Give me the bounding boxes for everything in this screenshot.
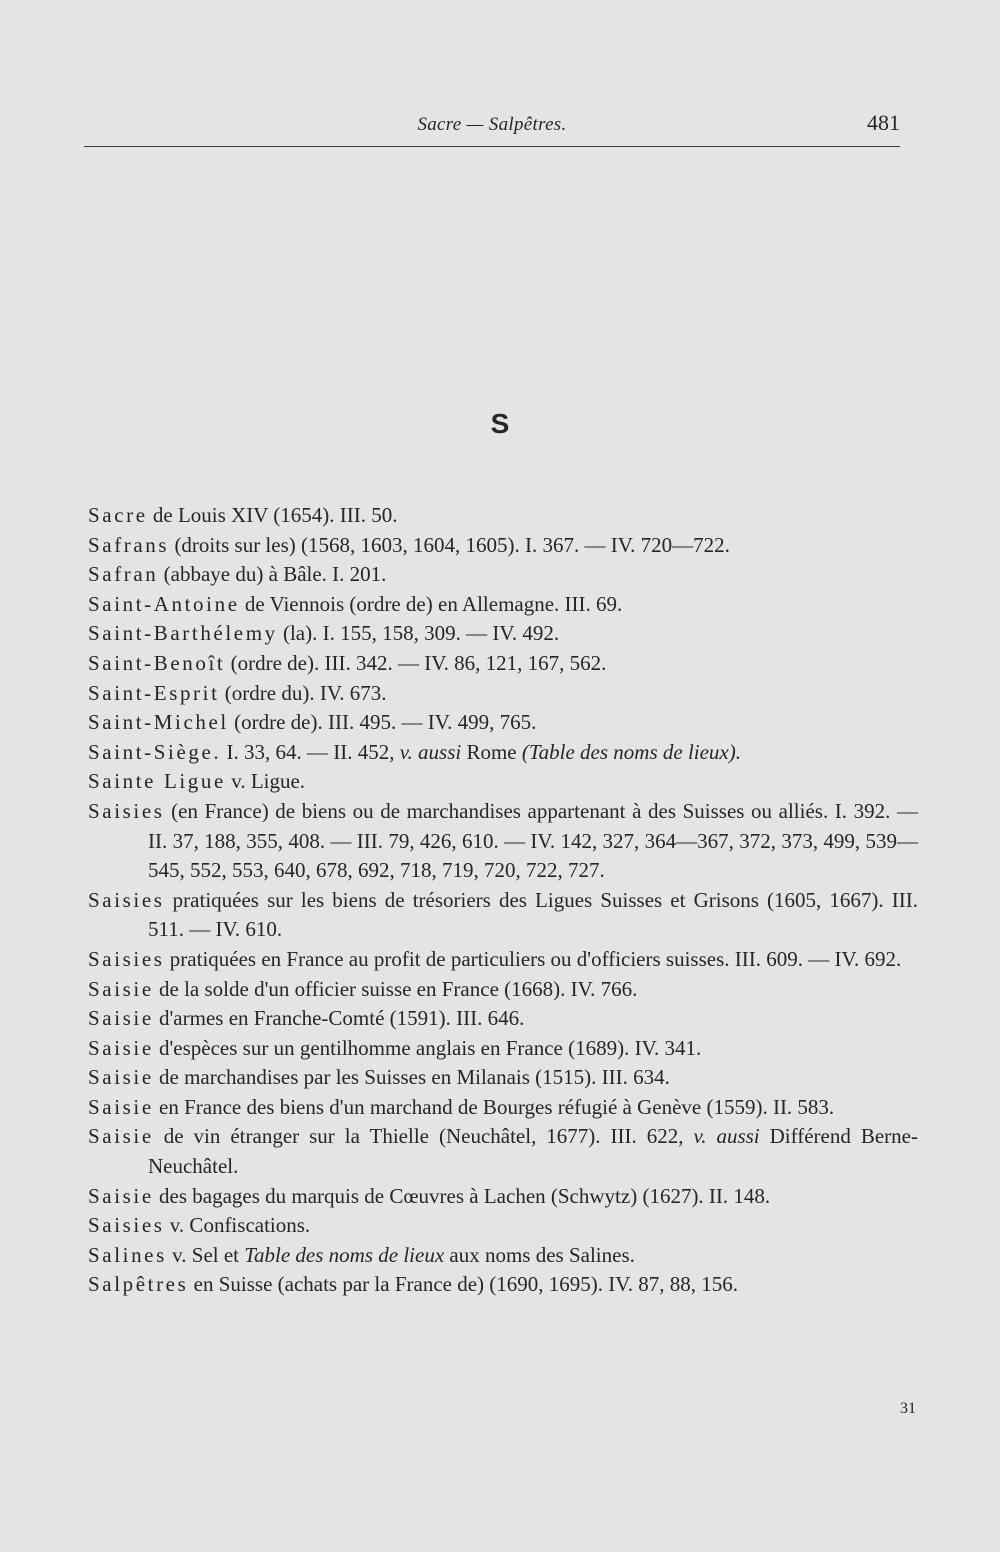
index-entry xyxy=(88,619,918,649)
index-entry-keyword: Saint-Antoine xyxy=(88,591,240,616)
index-entry-keyword: Saisie xyxy=(88,1094,154,1119)
index-entry-text: I. 33, 64. — II. 452, xyxy=(221,739,400,764)
index-entry xyxy=(88,738,918,768)
index-entry-italic: (Table des noms de lieux). xyxy=(521,739,741,764)
index-entry xyxy=(88,1093,918,1123)
index-entry-text: des bagages du marquis de Cœuvres à Lachen (Schwytz) (1627). II. 148. xyxy=(153,1183,771,1208)
index-entry-text: Rome xyxy=(461,739,522,764)
index-entry-text: (ordre de). III. 495. — IV. 499, 765. xyxy=(228,710,537,735)
index-entry-text: de la solde d'un officier suisse en France (1668). IV. 766. xyxy=(153,976,638,1001)
index-entry-keyword: Saisies xyxy=(88,798,165,823)
index-entry-text: en Suisse (achats par la France de) (1690, 1695). IV. 87, 88, 156. xyxy=(188,1272,738,1297)
index-entry xyxy=(88,501,918,531)
index-entry-keyword: Sainte Ligue xyxy=(88,769,226,794)
index-entry-text: de vin étranger sur la Thielle (Neuchâtel, 1677). III. 622, xyxy=(153,1124,694,1149)
index-entry-keyword: Saisie xyxy=(88,976,154,1001)
index-entry-keyword: Saint-Siège. xyxy=(88,739,222,764)
index-entry xyxy=(88,708,918,738)
index-entry-keyword: Saint-Esprit xyxy=(88,680,220,705)
index-entry-keyword: Salpêtres xyxy=(88,1272,189,1297)
index-entry-text: v. Ligue. xyxy=(225,769,306,794)
section-letter: S xyxy=(490,408,510,439)
index-entry-keyword: Saisies xyxy=(88,887,165,912)
index-entry-text: pratiquées sur les biens de trésoriers des Ligues Suisses et Grisons (1605, 1667). III. 511. — IV. 610. xyxy=(148,887,918,942)
index-entry-text: aux noms des Salines. xyxy=(444,1242,635,1267)
index-entry xyxy=(88,560,918,590)
index-entry xyxy=(88,1063,918,1093)
index-entry-text: Différend Berne-Neuchâtel. xyxy=(148,1124,918,1179)
signature-mark: 31 xyxy=(900,1400,916,1417)
index-entry-keyword: Safrans xyxy=(88,532,170,557)
index-entry-text: v. Confiscations. xyxy=(164,1213,311,1238)
index-entry-italic: Table des noms de lieux xyxy=(244,1242,445,1267)
page-number: 481 xyxy=(867,110,900,135)
index-entry-keyword: Sacre xyxy=(88,503,148,527)
index-entry-text: en France des biens d'un marchand de Bourges réfugié à Genève (1559). II. 583. xyxy=(153,1094,835,1119)
index-entry-text: pratiquées en France au profit de particuliers ou d'officiers suisses. III. 609. — IV. 692. xyxy=(164,946,902,971)
index-entry xyxy=(88,767,918,797)
index-entry-text: de marchandises par les Suisses en Milanais (1515). III. 634. xyxy=(153,1065,670,1090)
index-entry-keyword: Saint-Benoît xyxy=(88,650,226,675)
index-entry-italic: v. aussi xyxy=(399,739,462,764)
index-entry xyxy=(88,649,918,679)
index-entry xyxy=(88,1241,918,1271)
index-entry-keyword: Saint-Michel xyxy=(88,710,229,735)
index-entry-text: (droits sur les) (1568, 1603, 1604, 1605). I. 367. — IV. 720—722. xyxy=(169,532,730,557)
index-entry-text: de Louis XIV (1654). III. 50. xyxy=(147,503,398,527)
index-entry-keyword: Saisie xyxy=(88,1183,154,1208)
index-entry xyxy=(88,590,918,620)
index-entry xyxy=(88,1270,918,1300)
index-entry xyxy=(88,975,918,1005)
index-entry xyxy=(88,531,918,561)
index-entry-text: (abbaye du) à Bâle. I. 201. xyxy=(158,562,387,587)
index-entry xyxy=(88,679,918,709)
index-entry xyxy=(88,797,918,886)
index-entry-keyword: Saisie xyxy=(88,1124,154,1149)
index-entry xyxy=(88,1004,918,1034)
index-entry-keyword: Safran xyxy=(88,562,159,587)
index-entry xyxy=(88,1034,918,1064)
index-entry-keyword: Saint-Barthélemy xyxy=(88,621,278,646)
index-entry-text: (en France) de biens ou de marchandises appartenant à des Suisses ou alliés. I. 392. — II. 37, 188, 355, 408. — III. 79, 426, 610. — IV. 142, 327, 364—367, 372, 373, 499, 539—545, 552, 553, 640, 678, 692, 718, 719, 720, 722, 727. xyxy=(148,798,918,883)
index-entry-keyword: Saisies xyxy=(88,946,165,971)
index-entry-keyword: Saisie xyxy=(88,1065,154,1090)
index-entry xyxy=(88,945,918,975)
index-entry-text: (ordre de). III. 342. — IV. 86, 121, 167, 562. xyxy=(225,650,607,675)
index-entry-italic: v. aussi xyxy=(693,1124,760,1149)
index-entry xyxy=(88,1211,918,1241)
running-title: Sacre — Salpêtres. xyxy=(417,114,567,135)
index-entry-keyword: Saisies xyxy=(88,1213,165,1238)
index-entry-text: d'espèces sur un gentilhomme anglais en France (1689). IV. 341. xyxy=(153,1035,702,1060)
index-entry-text: v. Sel et xyxy=(166,1242,245,1267)
running-header xyxy=(84,110,900,147)
index-entry-keyword: Saisie xyxy=(88,1035,154,1060)
index-entry-text: de Viennois (ordre de) en Allemagne. III. 69. xyxy=(239,591,623,616)
index-entry-text: (la). I. 155, 158, 309. — IV. 492. xyxy=(277,621,560,646)
index-entry-text: d'armes en Franche-Comté (1591). III. 646. xyxy=(153,1006,525,1031)
index-entry-keyword: Salines xyxy=(88,1242,167,1267)
index-entry-text: (ordre du). IV. 673. xyxy=(219,680,387,705)
index-entry xyxy=(88,1182,918,1212)
index-entry xyxy=(88,886,918,945)
index-entries xyxy=(88,501,918,1300)
index-entry-keyword: Saisie xyxy=(88,1006,154,1031)
index-entry xyxy=(88,1122,918,1181)
